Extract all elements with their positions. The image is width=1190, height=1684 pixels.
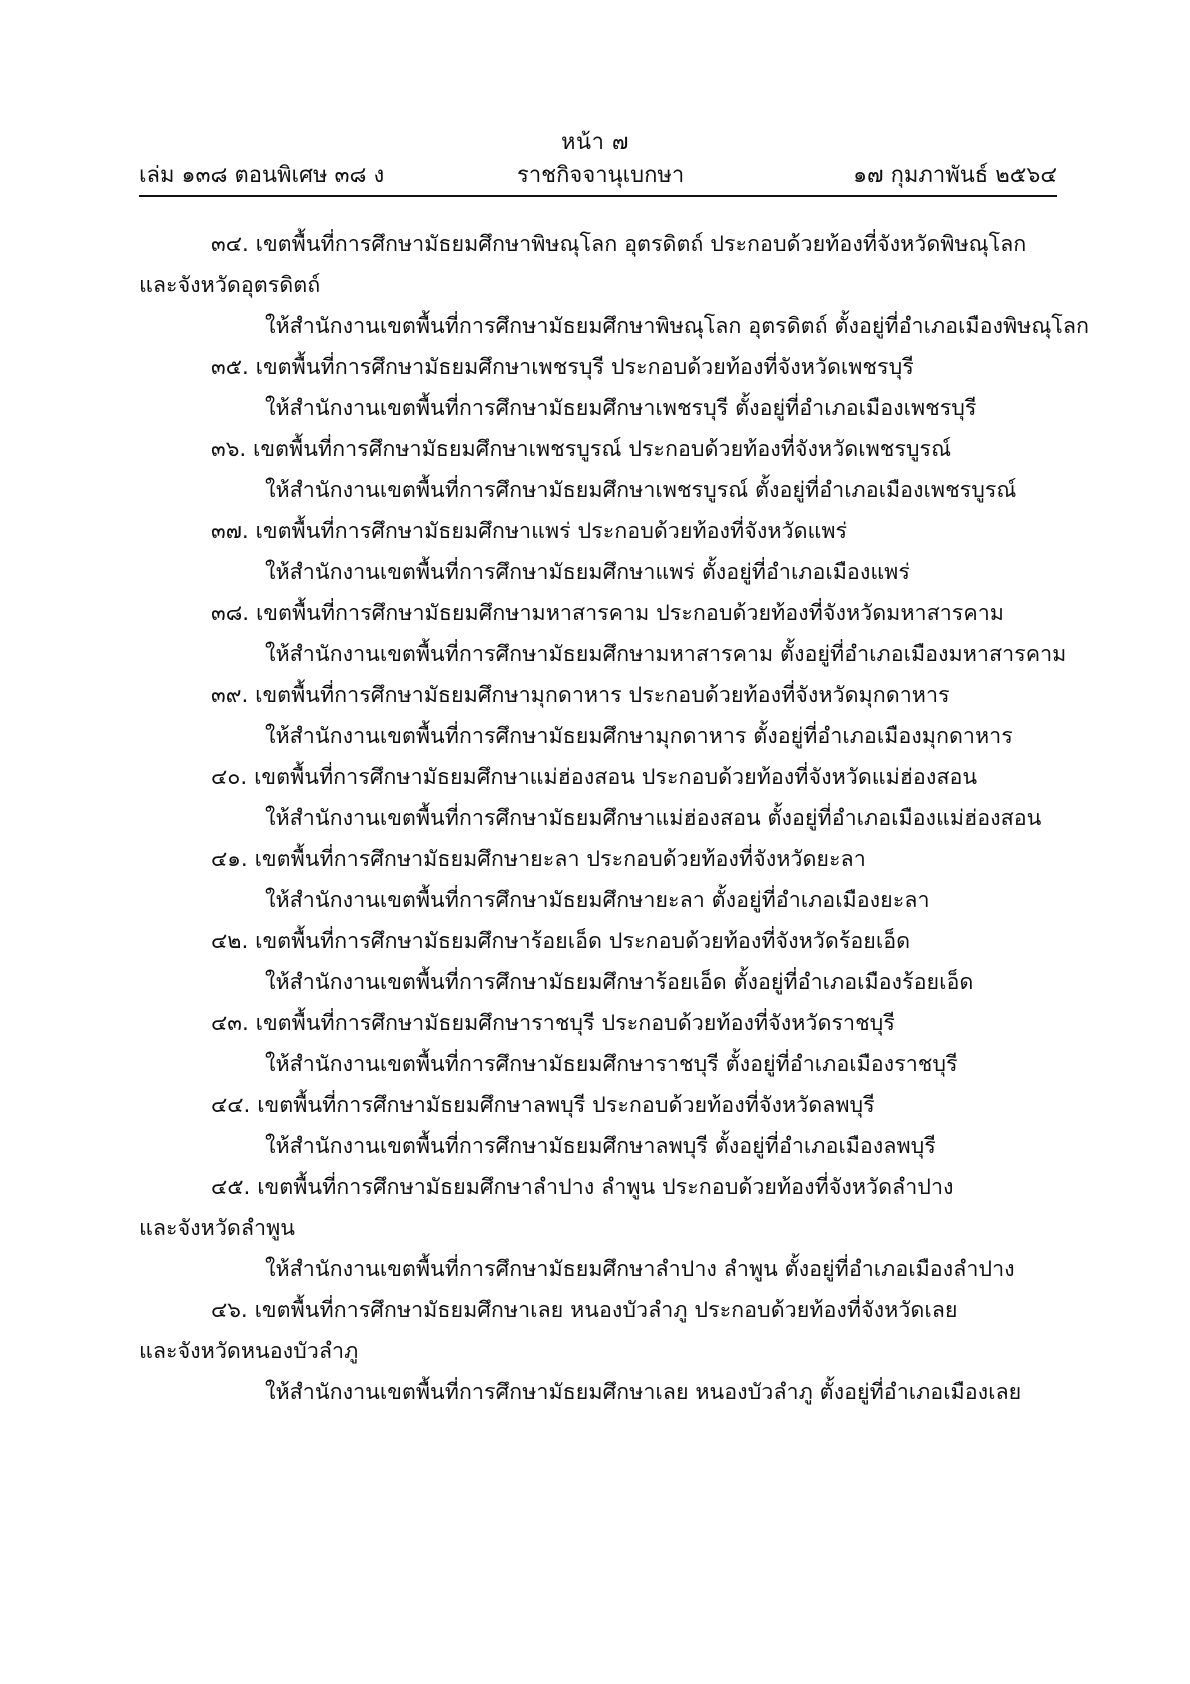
document-body xyxy=(139,224,1090,1413)
district-item-line: ๔๕. เขตพื้นที่การศึกษามัธยมศึกษาลำปาง ลำพูน ประกอบด้วยท้องที่จังหวัดลำปาง xyxy=(211,1175,954,1200)
volume-issue: เล่ม ๑๓๘ ตอนพิเศษ ๓๘ ง xyxy=(139,163,385,188)
continuation-line: และจังหวัดหนองบัวลำภู xyxy=(139,1339,359,1364)
district-item-line: ๔๖. เขตพื้นที่การศึกษามัธยมศึกษาเลย หนองบัวลำภู ประกอบด้วยท้องที่จังหวัดเลย xyxy=(211,1298,958,1323)
district-item-line: ๔๐. เขตพื้นที่การศึกษามัธยมศึกษาแม่ฮ่องสอน ประกอบด้วยท้องที่จังหวัดแม่ฮ่องสอน xyxy=(211,765,978,790)
office-location-line: ให้สำนักงานเขตพื้นที่การศึกษามัธยมศึกษาพิษณุโลก อุตรดิตถ์ ตั้งอยู่ที่อำเภอเมืองพิษณุโลก xyxy=(265,314,1090,339)
district-item-line: ๔๓. เขตพื้นที่การศึกษามัธยมศึกษาราชบุรี ประกอบด้วยท้องที่จังหวัดราชบุรี xyxy=(211,1011,895,1036)
office-location-line: ให้สำนักงานเขตพื้นที่การศึกษามัธยมศึกษาเพชรบูรณ์ ตั้งอยู่ที่อำเภอเมืองเพชรบูรณ์ xyxy=(265,478,1017,503)
header-rule xyxy=(139,195,1057,197)
gazette-title: ราชกิจจานุเบกษา xyxy=(517,163,685,188)
publication-date: ๑๗ กุมภาพันธ์ ๒๕๖๔ xyxy=(853,163,1057,188)
district-item-line: ๓๖. เขตพื้นที่การศึกษามัธยมศึกษาเพชรบูรณ์ ประกอบด้วยท้องที่จังหวัดเพชรบูรณ์ xyxy=(211,437,952,462)
office-location-line: ให้สำนักงานเขตพื้นที่การศึกษามัธยมศึกษาลำปาง ลำพูน ตั้งอยู่ที่อำเภอเมืองลำปาง xyxy=(265,1257,1015,1282)
district-item-line: ๓๙. เขตพื้นที่การศึกษามัธยมศึกษามุกดาหาร ประกอบด้วยท้องที่จังหวัดมุกดาหาร xyxy=(211,683,950,708)
office-location-line: ให้สำนักงานเขตพื้นที่การศึกษามัธยมศึกษายะลา ตั้งอยู่ที่อำเภอเมืองยะลา xyxy=(265,888,930,913)
district-item-line: ๔๑. เขตพื้นที่การศึกษามัธยมศึกษายะลา ประกอบด้วยท้องที่จังหวัดยะลา xyxy=(211,847,866,872)
district-item-line: ๓๔. เขตพื้นที่การศึกษามัธยมศึกษาพิษณุโลก อุตรดิตถ์ ประกอบด้วยท้องที่จังหวัดพิษณุโลก xyxy=(211,232,1027,257)
office-location-line: ให้สำนักงานเขตพื้นที่การศึกษามัธยมศึกษาแพร่ ตั้งอยู่ที่อำเภอเมืองแพร่ xyxy=(265,560,910,585)
continuation-line: และจังหวัดลำพูน xyxy=(139,1216,296,1241)
office-location-line: ให้สำนักงานเขตพื้นที่การศึกษามัธยมศึกษาลพบุรี ตั้งอยู่ที่อำเภอเมืองลพบุรี xyxy=(265,1134,936,1159)
office-location-line: ให้สำนักงานเขตพื้นที่การศึกษามัธยมศึกษาแม่ฮ่องสอน ตั้งอยู่ที่อำเภอเมืองแม่ฮ่องสอน xyxy=(265,806,1042,831)
gazette-header xyxy=(139,157,1057,191)
district-item-line: ๓๕. เขตพื้นที่การศึกษามัธยมศึกษาเพชรบุรี ประกอบด้วยท้องที่จังหวัดเพชรบุรี xyxy=(211,355,914,380)
page-number: หน้า ๗ xyxy=(561,130,629,155)
continuation-line: และจังหวัดอุตรดิตถ์ xyxy=(139,273,321,298)
office-location-line: ให้สำนักงานเขตพื้นที่การศึกษามัธยมศึกษาเลย หนองบัวลำภู ตั้งอยู่ที่อำเภอเมืองเลย xyxy=(265,1380,1022,1405)
district-item-line: ๓๘. เขตพื้นที่การศึกษามัธยมศึกษามหาสารคาม ประกอบด้วยท้องที่จังหวัดมหาสารคาม xyxy=(211,601,1004,626)
office-location-line: ให้สำนักงานเขตพื้นที่การศึกษามัธยมศึกษาเพชรบุรี ตั้งอยู่ที่อำเภอเมืองเพชรบุรี xyxy=(265,396,977,421)
office-location-line: ให้สำนักงานเขตพื้นที่การศึกษามัธยมศึกษามุกดาหาร ตั้งอยู่ที่อำเภอเมืองมุกดาหาร xyxy=(265,724,1013,749)
district-item-line: ๔๒. เขตพื้นที่การศึกษามัธยมศึกษาร้อยเอ็ด ประกอบด้วยท้องที่จังหวัดร้อยเอ็ด xyxy=(211,929,911,954)
district-item-line: ๓๗. เขตพื้นที่การศึกษามัธยมศึกษาแพร่ ประกอบด้วยท้องที่จังหวัดแพร่ xyxy=(211,519,848,544)
district-item-line: ๔๔. เขตพื้นที่การศึกษามัธยมศึกษาลพบุรี ประกอบด้วยท้องที่จังหวัดลพบุรี xyxy=(211,1093,875,1118)
office-location-line: ให้สำนักงานเขตพื้นที่การศึกษามัธยมศึกษามหาสารคาม ตั้งอยู่ที่อำเภอเมืองมหาสารคาม xyxy=(265,642,1067,667)
office-location-line: ให้สำนักงานเขตพื้นที่การศึกษามัธยมศึกษาราชบุรี ตั้งอยู่ที่อำเภอเมืองราชบุรี xyxy=(265,1052,958,1077)
office-location-line: ให้สำนักงานเขตพื้นที่การศึกษามัธยมศึกษาร้อยเอ็ด ตั้งอยู่ที่อำเภอเมืองร้อยเอ็ด xyxy=(265,970,974,995)
